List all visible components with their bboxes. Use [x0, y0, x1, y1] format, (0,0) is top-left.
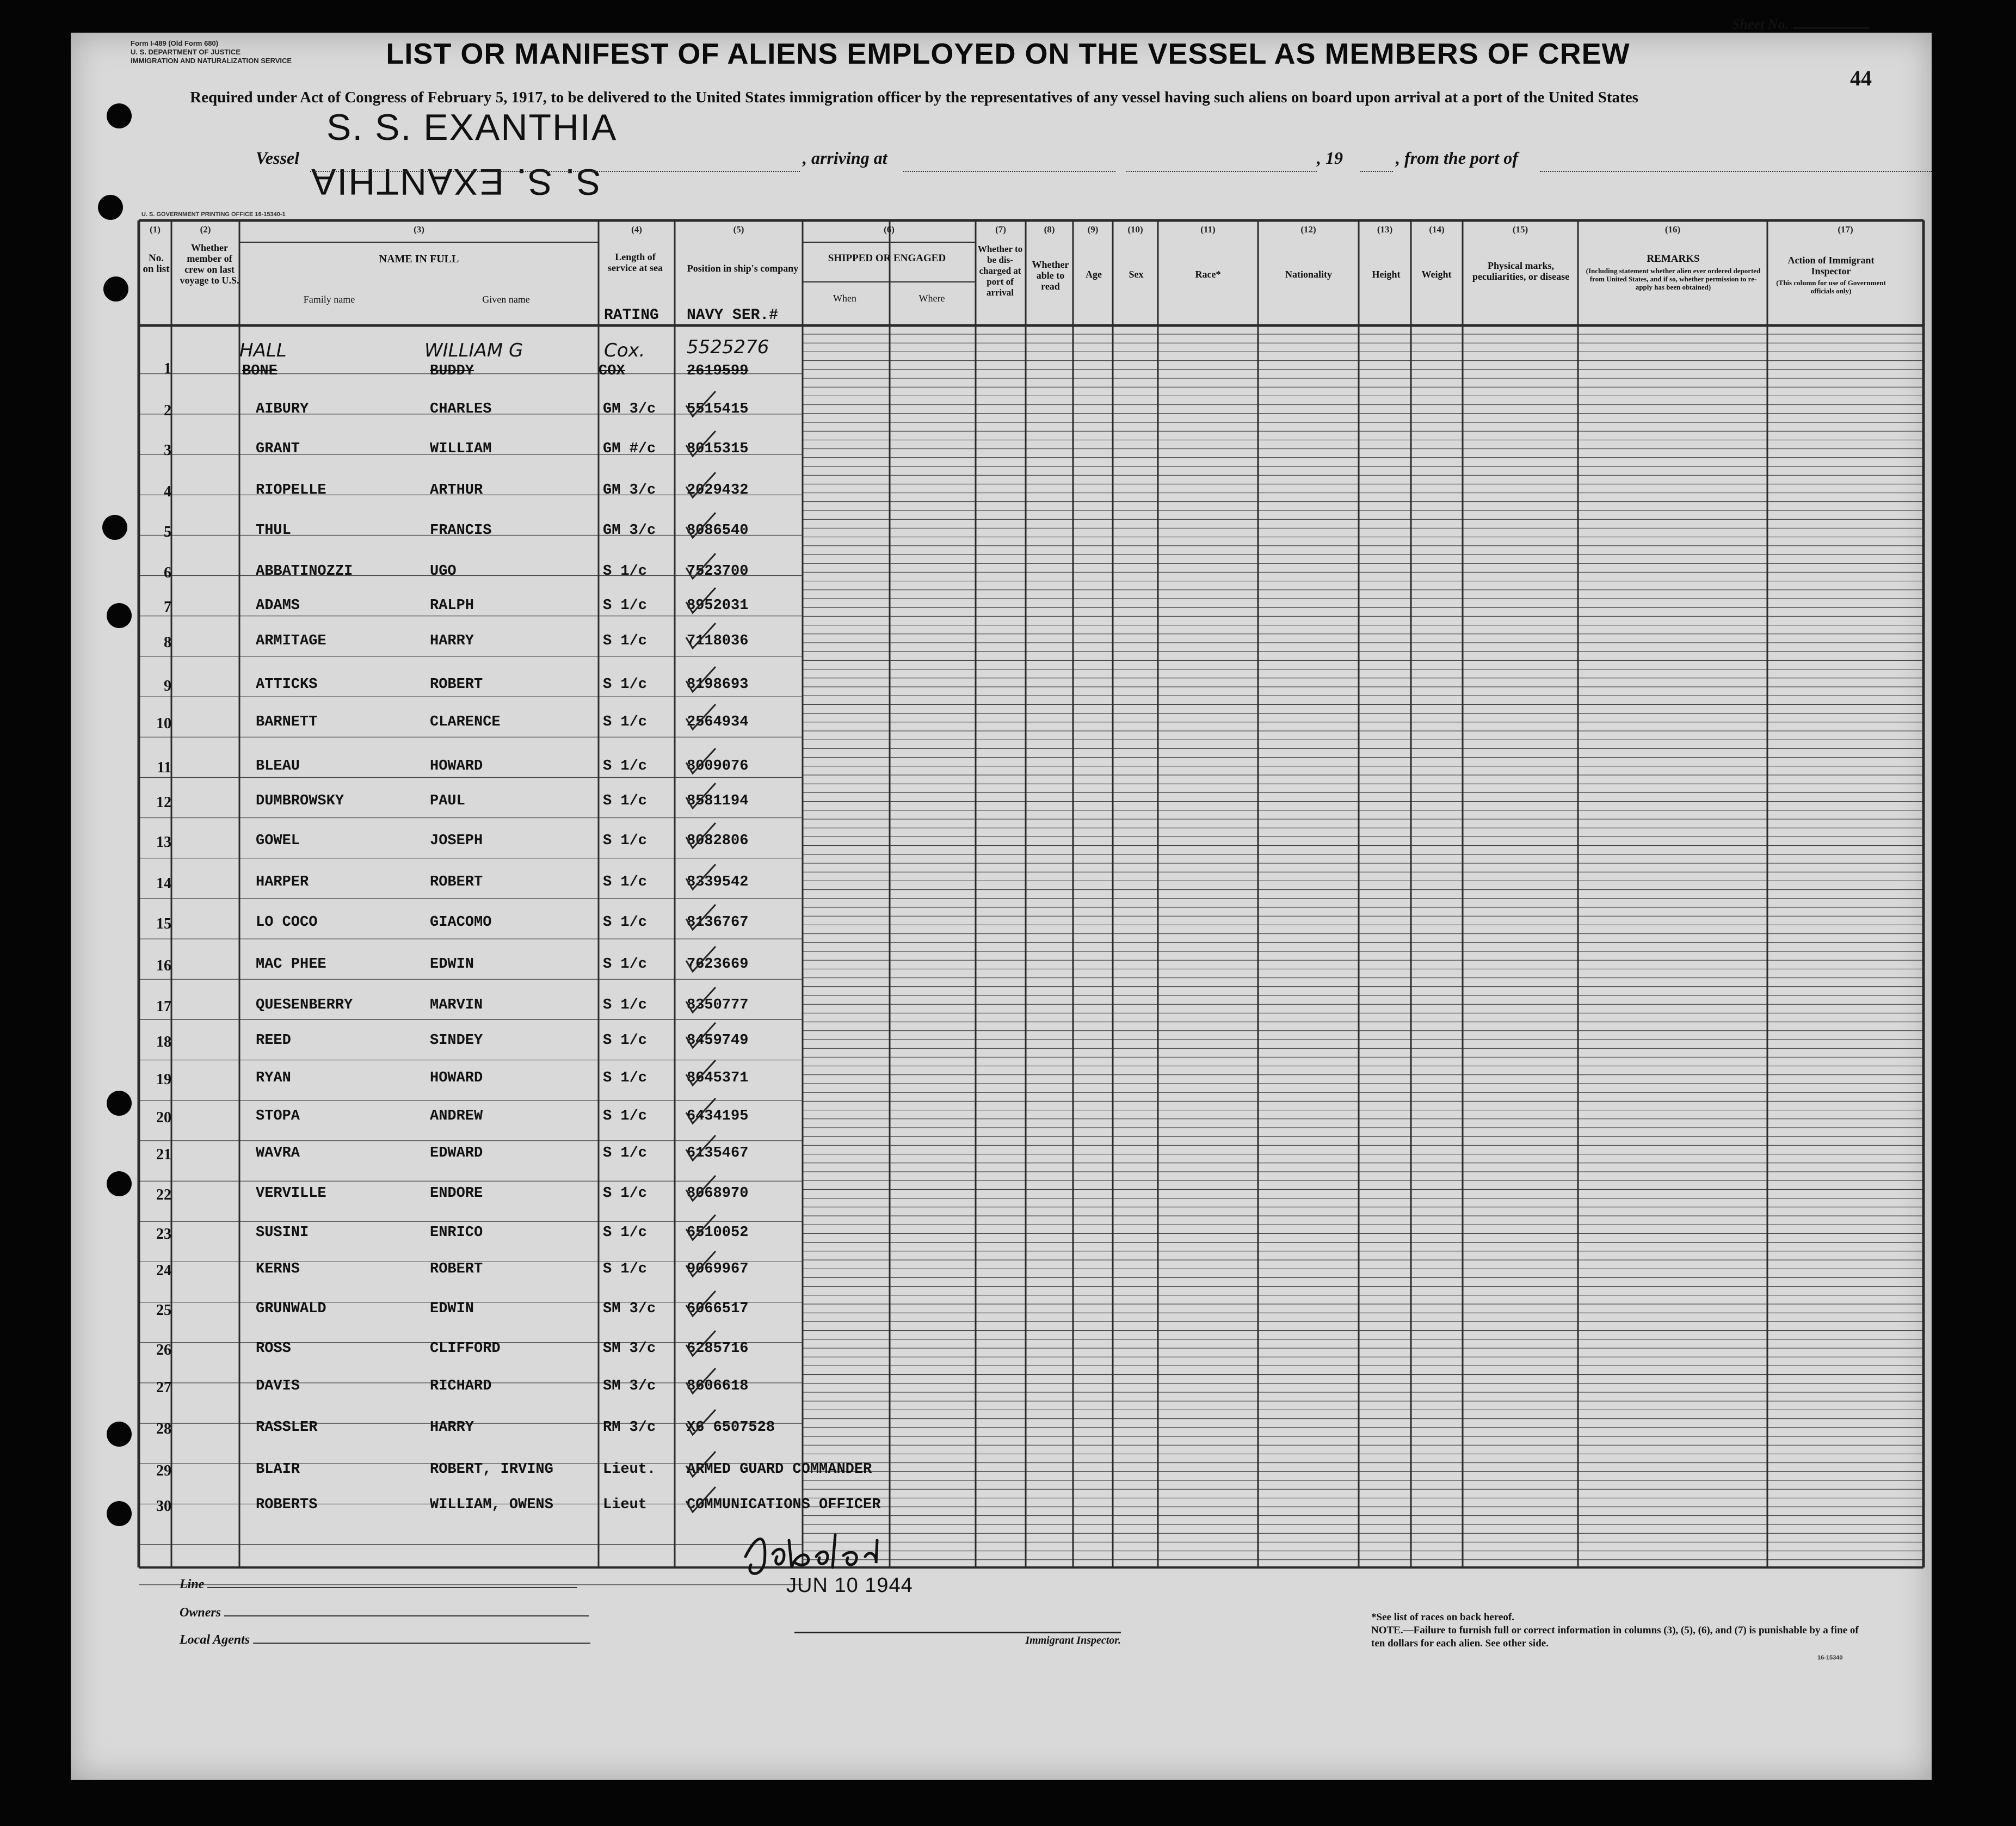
agents-label: Local Agents: [180, 1633, 250, 1647]
row-number: 13: [156, 834, 171, 851]
check-mark: [683, 1366, 721, 1399]
family-name: HALL: [239, 340, 287, 361]
given-name: CLARENCE: [430, 714, 501, 730]
check-mark: [683, 862, 721, 895]
family-name: WAVRA: [256, 1145, 300, 1161]
given-name: GIACOMO: [430, 914, 492, 931]
rating: Lieut: [603, 1497, 648, 1513]
row-number: 23: [156, 1226, 171, 1243]
family-name: RYAN: [256, 1070, 291, 1086]
header-where: Where: [918, 293, 945, 304]
header-name-in-full: NAME IN FULL: [379, 253, 459, 265]
column-number: (10): [1127, 224, 1143, 235]
printing-office: U. S. GOVERNMENT PRINTING OFFICE 16-15340-1: [141, 211, 286, 218]
given-name: HARRY: [430, 633, 474, 649]
row-number: 1: [164, 360, 171, 377]
check-mark: [683, 1096, 721, 1129]
given-name: CLIFFORD: [430, 1341, 501, 1357]
column-number: (2): [200, 224, 211, 235]
page-title: LIST OR MANIFEST OF ALIENS EMPLOYED ON THE VESSEL AS MEMBERS OF CREW: [386, 38, 1630, 70]
family-name: AIBURY: [256, 401, 309, 417]
row-number: 14: [156, 875, 171, 892]
given-name: HOWARD: [430, 1070, 483, 1086]
navy-serial: 2029432: [687, 482, 749, 499]
rating: S 1/c: [603, 1225, 648, 1241]
rating: SM 3/c: [603, 1378, 656, 1394]
family-name: GRANT: [256, 441, 300, 457]
rating: SM 3/c: [603, 1341, 656, 1357]
check-mark: [683, 1249, 721, 1282]
navy-serial: 2564934: [687, 714, 749, 730]
header-inspector-note: (This column for use of Government officials only): [1776, 279, 1886, 295]
column-number: (3): [414, 224, 424, 235]
family-name: MAC PHEE: [256, 956, 326, 973]
check-mark: [683, 702, 721, 735]
vessel-stamp: S. S. EXANTHIA: [326, 107, 618, 148]
check-mark: [683, 781, 721, 814]
races-note: *See list of races on back hereof.: [1371, 1612, 1514, 1623]
family-name: ADAMS: [256, 598, 300, 614]
check-mark: [683, 586, 721, 618]
family-name: REED: [256, 1032, 291, 1049]
navy-serial: 6066517: [687, 1301, 749, 1317]
row-number: 15: [156, 915, 171, 932]
navy-serial: 8086540: [687, 522, 749, 539]
navy-serial: X6 6507528: [687, 1419, 775, 1436]
navy-serial: 8082806: [687, 833, 749, 849]
given-name: ENDORE: [430, 1185, 483, 1202]
from-port-label: , from the port of: [1396, 148, 1518, 168]
check-mark: [683, 1058, 721, 1091]
column-number: (14): [1429, 224, 1445, 235]
family-name: RASSLER: [256, 1419, 318, 1436]
column-number: (11): [1200, 224, 1216, 235]
family-name: DUMBROWSKY: [256, 793, 344, 809]
rating: S 1/c: [603, 1185, 648, 1202]
header-remarks: REMARKS: [1647, 253, 1700, 265]
column-number: (6): [884, 224, 895, 235]
navy-serial: 8339542: [687, 874, 749, 890]
check-mark: [683, 1213, 721, 1245]
given-name: EDWIN: [430, 1301, 474, 1317]
row-number: 20: [156, 1109, 171, 1126]
header-length-of-service: Length of service at sea: [608, 251, 663, 273]
row-number: 2: [164, 402, 171, 419]
navy-serial: 7523700: [687, 563, 749, 580]
rating: Lieut.: [603, 1461, 656, 1478]
given-name: ROBERT: [430, 874, 483, 890]
header-rating: RATING: [604, 307, 659, 324]
header-remarks-note: (Including statement whether alien ever ordered deported from United States, and if so, whether permission to re-apply has been obtained): [1586, 267, 1761, 291]
rating: S 1/c: [603, 956, 648, 973]
given-name: ENRICO: [430, 1225, 483, 1241]
check-mark: [683, 429, 721, 462]
check-mark: [683, 1173, 721, 1206]
header-age: Age: [1086, 269, 1102, 280]
navy-serial: 6135467: [687, 1145, 749, 1161]
given-name: RICHARD: [430, 1378, 492, 1394]
header-last-voyage: Whether member of crew on last voyage to U.S.: [180, 242, 239, 286]
column-number: (12): [1300, 224, 1316, 235]
navy-serial: 8606618: [687, 1378, 749, 1394]
line-blank: [207, 1587, 577, 1588]
header-physical-marks: Physical marks, peculiarities, or disease: [1472, 260, 1570, 282]
footer-local-agents: [180, 1633, 590, 1647]
row-number: 28: [156, 1421, 171, 1437]
given-name: ROBERT, IRVING: [430, 1461, 553, 1478]
sheet-no-label: Sheet No.: [1732, 16, 1789, 32]
given-name: EDWIN: [430, 956, 474, 973]
rating: S 1/c: [603, 1108, 648, 1124]
row-number: 9: [164, 678, 171, 694]
given-name: ROBERT: [430, 677, 483, 693]
vessel-stamp-inverted: S. S. EXANTHIA: [310, 161, 601, 202]
form-id-line: U. S. DEPARTMENT OF JUSTICE: [131, 48, 241, 56]
family-name: ROBERTS: [256, 1497, 318, 1513]
row-number: 24: [156, 1262, 171, 1279]
check-mark: [683, 511, 721, 543]
year-label: , 19: [1317, 148, 1343, 168]
column-number: (13): [1377, 224, 1393, 235]
navy-serial: ARMED GUARD COMMANDER: [687, 1461, 872, 1478]
column-number: (15): [1512, 224, 1528, 235]
check-mark: [683, 746, 721, 779]
rating: S 1/c: [603, 563, 648, 580]
header-no-on-list: No. on list: [143, 253, 170, 275]
navy-serial: 7118036: [687, 633, 749, 649]
family-name: GOWEL: [256, 833, 300, 849]
family-name: ATTICKS: [256, 677, 318, 693]
row-number: 5: [164, 524, 171, 540]
family-name: THUL: [256, 522, 291, 539]
inspector-line: Immigrant Inspector.: [794, 1632, 1121, 1647]
column-number: (9): [1087, 224, 1099, 235]
row-number: 19: [156, 1071, 171, 1088]
header-discharged: Whether to be dis-charged at port of arrival: [977, 244, 1023, 298]
form-id-line: IMMIGRATION AND NATURALIZATION SERVICE: [131, 57, 292, 65]
family-name: BARNETT: [256, 714, 318, 730]
owners-label: Owners: [180, 1606, 221, 1620]
row-number: 11: [157, 759, 171, 776]
check-mark: [683, 621, 721, 654]
family-name: RIOPELLE: [256, 482, 326, 499]
navy-serial: 5515415: [687, 401, 749, 417]
agents-blank: [253, 1643, 590, 1644]
check-mark: [683, 551, 721, 584]
header-sex: Sex: [1129, 269, 1144, 280]
row-number: 29: [156, 1462, 171, 1479]
family-name: HARPER: [256, 874, 309, 890]
header-shipped-engaged: SHIPPED OR ENGAGED: [828, 253, 946, 264]
navy-serial: 8459749: [687, 1032, 749, 1049]
navy-serial: 7623669: [687, 956, 749, 973]
navy-serial: 9069967: [687, 1261, 749, 1277]
rating: S 1/c: [603, 874, 648, 890]
rating: S 1/c: [603, 714, 648, 730]
struck-given-name: BUDDY: [430, 363, 474, 379]
given-name: SINDEY: [430, 1032, 483, 1049]
given-name: CHARLES: [430, 401, 492, 417]
check-mark: [683, 1407, 721, 1440]
owners-blank: [224, 1615, 589, 1616]
check-mark: [683, 944, 721, 977]
row-number: 17: [156, 998, 171, 1015]
check-mark: [683, 1329, 721, 1361]
rating: S 1/c: [603, 598, 648, 614]
arriving-label: , arriving at: [803, 148, 887, 168]
footer-owners: [180, 1606, 589, 1620]
check-mark: [683, 821, 721, 853]
struck-family-name: BONE: [242, 363, 278, 379]
row-number: 7: [164, 599, 171, 616]
family-name: ARMITAGE: [256, 633, 326, 649]
column-number: (5): [733, 224, 744, 235]
row-number: 25: [156, 1302, 171, 1319]
row-number: 27: [156, 1379, 171, 1396]
rating: SM 3/c: [603, 1301, 656, 1317]
rating: S 1/c: [603, 633, 648, 649]
header-nationality: Nationality: [1285, 269, 1332, 280]
footer-note: [1371, 1611, 1861, 1650]
navy-serial: 8350777: [687, 997, 749, 1013]
family-name: ROSS: [256, 1341, 291, 1357]
header-able-to-read: Whether able to read: [1032, 259, 1069, 292]
navy-serial: 8952031: [687, 598, 749, 614]
header-when: When: [833, 293, 856, 304]
rating: Cox.: [604, 340, 645, 361]
column-number: (1): [150, 224, 161, 235]
family-name: QUESENBERRY: [256, 997, 353, 1013]
header-height: Height: [1372, 269, 1401, 280]
check-mark: [683, 665, 721, 697]
family-name: STOPA: [256, 1108, 300, 1124]
navy-serial: 5525276: [687, 336, 769, 358]
family-name: KERNS: [256, 1261, 300, 1277]
row-number: 3: [164, 442, 171, 459]
rating: GM 3/c: [603, 522, 656, 539]
rating: GM 3/c: [603, 401, 656, 417]
rating: S 1/c: [603, 758, 648, 774]
check-mark: [683, 902, 721, 935]
row-number: 22: [156, 1186, 171, 1203]
header-given-name: Given name: [482, 294, 530, 305]
column-number: (17): [1838, 224, 1853, 235]
header-race: Race*: [1195, 269, 1221, 280]
navy-serial: 6285716: [687, 1341, 749, 1357]
given-name: HARRY: [430, 1419, 474, 1436]
given-name: JOSEPH: [430, 833, 483, 849]
row-number: 4: [164, 483, 171, 500]
check-mark: [683, 1289, 721, 1321]
column-number: (8): [1044, 224, 1055, 235]
date-stamp: JUN 10 1944: [786, 1574, 913, 1597]
given-name: UGO: [430, 563, 457, 580]
row-number: 21: [156, 1146, 171, 1163]
row-number: 8: [164, 634, 171, 651]
family-name: DAVIS: [256, 1378, 300, 1394]
navy-serial: 8581194: [687, 793, 749, 809]
row-number: 12: [156, 794, 171, 811]
given-name: RALPH: [430, 598, 474, 614]
rating: GM #/c: [603, 441, 656, 457]
check-mark: [683, 1449, 721, 1482]
row-number: 10: [156, 715, 171, 732]
navy-serial: COMMUNICATIONS OFFICER: [687, 1497, 881, 1513]
check-mark: [683, 1133, 721, 1166]
navy-serial: 6510052: [687, 1225, 749, 1241]
given-name: WILLIAM: [430, 441, 492, 457]
given-name: PAUL: [430, 793, 465, 809]
given-name: MARVIN: [430, 997, 483, 1013]
rating: S 1/c: [603, 1261, 648, 1277]
family-name: BLAIR: [256, 1461, 300, 1478]
navy-serial: 8009076: [687, 758, 749, 774]
navy-serial: 8068970: [687, 1185, 749, 1202]
rating: S 1/c: [603, 914, 648, 931]
form-id-line: Form I-489 (Old Form 680): [131, 39, 219, 47]
navy-serial: 8645371: [687, 1070, 749, 1086]
penalty-note: NOTE.—Failure to furnish full or correct information in columns (3), (5), (6), and (7) is punishable by a fine of ten dollars for each alien. See other side.: [1371, 1625, 1859, 1649]
row-number: 18: [156, 1034, 171, 1050]
column-number: (7): [995, 224, 1006, 235]
rating: RM 3/c: [603, 1419, 656, 1436]
check-mark: [683, 1020, 721, 1053]
rating: S 1/c: [603, 1032, 648, 1049]
struck-navy-serial: 2619599: [687, 363, 749, 379]
check-mark: [683, 470, 721, 503]
header-weight: Weight: [1421, 269, 1452, 280]
given-name: WILLIAM G: [424, 340, 523, 361]
struck-rating: COX: [599, 363, 625, 379]
rating: GM 3/c: [603, 482, 656, 499]
given-name: FRANCIS: [430, 522, 492, 539]
header-family-name: Family name: [303, 294, 355, 305]
given-name: ARTHUR: [430, 482, 483, 499]
family-name: SUSINI: [256, 1225, 309, 1241]
column-number: (4): [631, 224, 642, 235]
rating: S 1/c: [603, 677, 648, 693]
given-name: ROBERT: [430, 1261, 483, 1277]
column-number: (16): [1664, 224, 1681, 235]
family-name: LO COCO: [256, 914, 318, 931]
rating: S 1/c: [603, 1145, 648, 1161]
row-number: 6: [164, 564, 171, 581]
row-number: 30: [156, 1498, 171, 1515]
given-name: ANDREW: [430, 1108, 483, 1124]
required-statement: Required under Act of Congress of February 5, 1917, to be delivered to the United States immigration officer by the representatives of any vessel having such aliens on board upon arrival at a port of the United States: [190, 89, 1638, 106]
check-mark: [683, 1485, 721, 1517]
rating: S 1/c: [603, 833, 648, 849]
check-mark: [683, 985, 721, 1018]
header-navy-ser: NAVY SER.#: [687, 307, 779, 324]
header-inspector-action: Action of Immigrant Inspector: [1787, 255, 1875, 276]
given-name: EDWARD: [430, 1145, 483, 1161]
given-name: HOWARD: [430, 758, 483, 774]
navy-serial: 8198693: [687, 677, 749, 693]
family-name: BLEAU: [256, 758, 300, 774]
navy-serial: 6434195: [687, 1108, 749, 1124]
form-code: 16-15340: [1817, 1655, 1843, 1661]
rating: S 1/c: [603, 1070, 648, 1086]
footer-line: [180, 1577, 577, 1592]
rating: S 1/c: [603, 793, 648, 809]
family-name: VERVILLE: [256, 1185, 326, 1202]
sheet-number: 44: [1850, 66, 1872, 90]
family-name: GRUNWALD: [256, 1301, 326, 1317]
navy-serial: 8015315: [687, 441, 749, 457]
line-label: Line: [180, 1577, 205, 1591]
family-name: ABBATINOZZI: [256, 563, 353, 580]
given-name: WILLIAM, OWENS: [430, 1497, 553, 1513]
header-position: Position in ship's company: [687, 263, 799, 274]
check-mark: [683, 389, 721, 422]
vessel-label: Vessel: [256, 148, 299, 168]
navy-serial: 8136767: [687, 914, 749, 931]
rating: S 1/c: [603, 997, 648, 1013]
row-number: 26: [156, 1342, 171, 1358]
row-number: 16: [156, 957, 171, 974]
